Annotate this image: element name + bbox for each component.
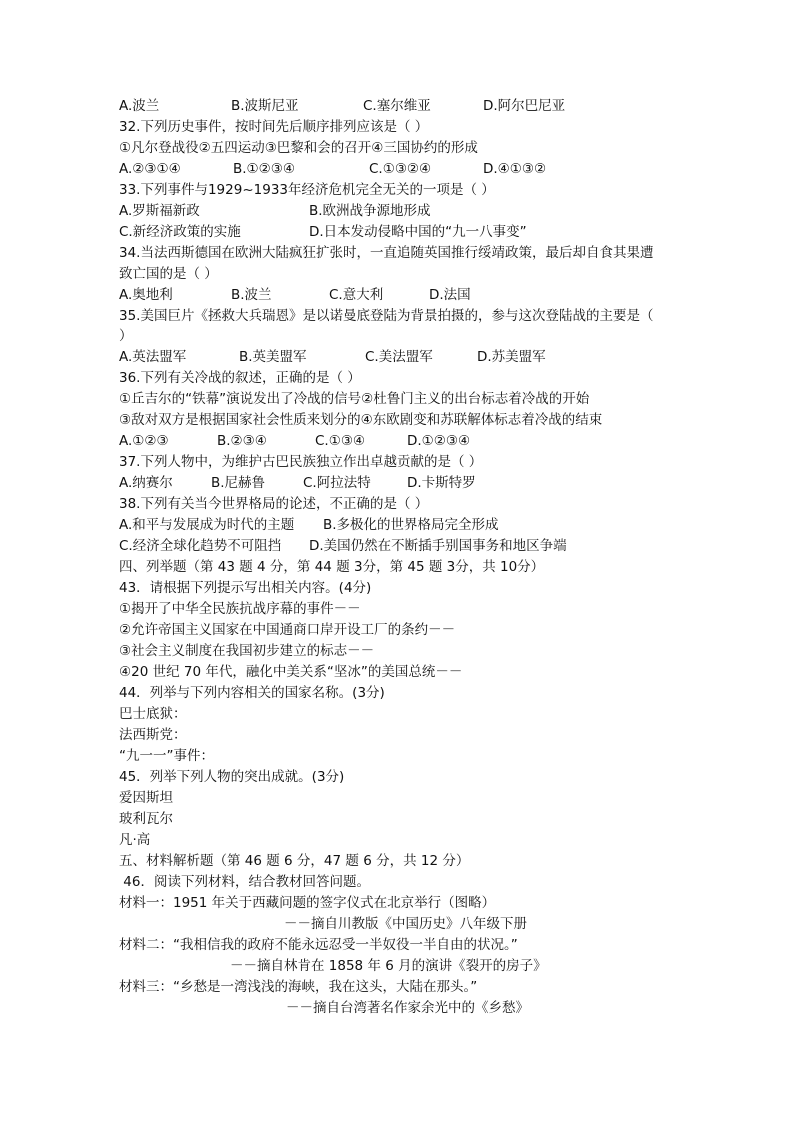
option-d: D.日本发动侵略中国的“九一八事变” [309,224,527,240]
option-a: A.①②③ [119,433,169,449]
option-c: C.经济全球化趋势不可阻挡 [119,538,282,554]
q45-item: 玻利瓦尔 [119,811,173,827]
material-1: 材料一：1951 年关于西藏问题的签字仪式在北京举行（图略） [119,895,496,911]
q35-options [119,347,546,368]
material-1-source: －－摘自川教版《中国历史》八年级下册 [284,916,527,932]
option-a: A.纳赛尔 [119,475,173,491]
option-a: A.英法盟军 [119,349,187,365]
q32-events: ①凡尔登战役②五四运动③巴黎和会的召开④三国协约的形成 [119,140,478,156]
q32-options [119,159,547,180]
material-2-source: －－摘自林肯在 1858 年 6 月的演讲《裂开的房子》 [230,958,547,974]
q43-item: ③社会主义制度在我国初步建立的标志－－ [119,643,375,659]
option-b: B.波斯尼亚 [231,98,299,114]
q35-stem-line2: ） [119,328,133,344]
q36-options [119,431,471,452]
q34-stem-line2: 致亡国的是（ ） [119,266,218,282]
option-c: C.①③④ [315,433,366,449]
option-d: D.④①③② [483,161,547,177]
q43-stem: 43．请根据下列提示写出相关内容。(4分) [119,580,372,596]
q36-stem: 36.下列有关冷战的叙述，正确的是（ ） [119,370,361,386]
option-c: C.美法盟军 [365,349,433,365]
q34-stem-line1: 34.当法西斯德国在欧洲大陆疯狂扩张时，一直追随英国推行绥靖政策，最后却自食其果遭 [119,245,654,261]
option-d: D.①②③④ [407,433,471,449]
option-a: A.罗斯福新政 [119,203,200,219]
material-3-source: －－摘自台湾著名作家余光中的《乡愁》 [286,1000,529,1016]
option-c: C.阿拉法特 [303,475,371,491]
q44-stem: 44．列举与下列内容相关的国家名称。(3分) [119,685,385,701]
option-d: D.阿尔巴尼亚 [483,98,566,114]
q31-options [119,96,566,117]
q38-options-row2 [119,536,567,557]
q43-item: ①揭开了中华全民族抗战序幕的事件－－ [119,601,361,617]
q45-item: 凡·高 [119,832,151,848]
option-b: B.①②③④ [233,161,295,177]
q46-stem: 46．阅读下列材料，结合教材回答问题。 [119,874,370,890]
option-b: B.多极化的世界格局完全形成 [323,517,499,533]
material-2: 材料二：“我相信我的政府不能永远忍受一半奴役一半自由的状况。” [119,937,518,953]
q36-line1: ①丘吉尔的“铁幕”演说发出了冷战的信号②杜鲁门主义的出台标志着冷战的开始 [119,391,590,407]
material-3: 材料三：“乡愁是一湾浅浅的海峡，我在这头，大陆在那头。” [119,979,478,995]
q43-item: ④20 世纪 70 年代，融化中美关系“坚冰”的美国总统－－ [119,664,463,680]
q36-line2: ③敌对双方是根据国家社会性质来划分的④东欧剧变和苏联解体标志着冷战的结束 [119,412,603,428]
option-b: B.尼赫鲁 [211,475,266,491]
q37-options [119,473,476,494]
q33-stem: 33.下列事件与1929~1933年经济危机完全无关的一项是（ ） [119,182,495,198]
option-d: D.法国 [429,287,471,303]
q43-item: ②允许帝国主义国家在中国通商口岸开设工厂的条约－－ [119,622,456,638]
option-a: A.和平与发展成为时代的主题 [119,517,295,533]
option-b: B.欧洲战争源地形成 [309,203,431,219]
option-c: C.塞尔维亚 [363,98,431,114]
q38-options-row1 [119,515,499,536]
q37-stem: 37.下列人物中，为维护古巴民族独立作出卓越贡献的是（ ） [119,454,483,470]
q44-item: 法西斯党： [119,727,187,743]
option-a: A.②③①④ [119,161,181,177]
option-b: B.②③④ [217,433,267,449]
option-c: C.新经济政策的实施 [119,224,241,240]
q34-options [119,285,471,306]
section4-title: 四、列举题（第 43 题 4 分，第 44 题 3分，第 45 题 3分，共 10分） [119,559,545,575]
option-d: D.美国仍然在不断插手别国事务和地区争端 [309,538,567,554]
option-b: B.波兰 [231,287,272,303]
q33-options-row1 [119,201,431,222]
q44-item: “九一一”事件： [119,748,214,764]
q44-item: 巴士底狱： [119,706,187,722]
option-a: A.奥地利 [119,287,173,303]
q35-stem-line1: 35.美国巨片《拯救大兵瑞恩》是以诺曼底登陆为背景拍摄的，参与这次登陆战的主要是（ [119,308,654,324]
section5-title: 五、材料解析题（第 46 题 6 分，47 题 6 分，共 12 分） [119,853,470,869]
q32-stem: 32.下列历史事件，按时间先后顺序排列应该是（ ） [119,119,429,135]
option-d: D.卡斯特罗 [407,475,476,491]
option-b: B.英美盟军 [239,349,307,365]
option-c: C.意大利 [329,287,384,303]
q45-stem: 45．列举下列人物的突出成就。(3分) [119,769,345,785]
option-d: D.苏美盟军 [477,349,546,365]
option-c: C.①③②④ [369,161,432,177]
q38-stem: 38.下列有关当今世界格局的论述，不正确的是（ ） [119,496,429,512]
q45-item: 爱因斯坦 [119,790,173,806]
q33-options-row2 [119,222,527,243]
option-a: A.波兰 [119,98,160,114]
